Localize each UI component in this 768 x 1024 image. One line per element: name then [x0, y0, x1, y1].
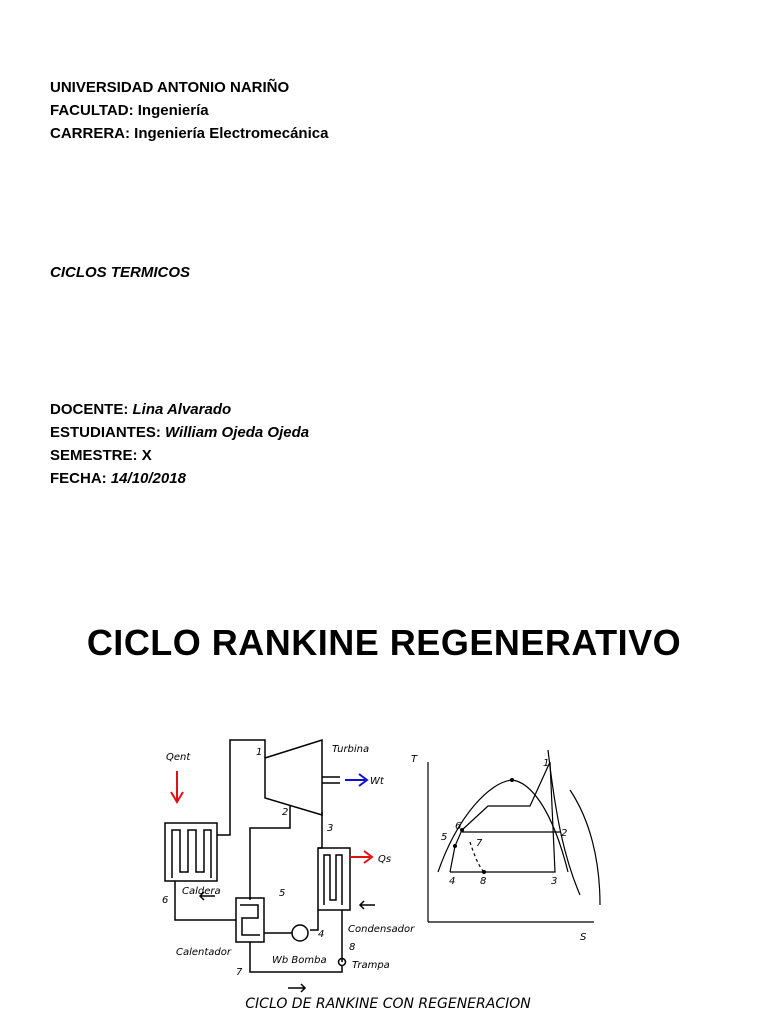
- students-label: ESTUDIANTES:: [50, 424, 161, 441]
- ts-label-2: 2: [561, 828, 568, 839]
- semester-value: X: [141, 447, 152, 464]
- flow-arrow-right-icon: [288, 984, 305, 992]
- label-caldera: Caldera: [182, 886, 221, 897]
- point-6: 6: [162, 895, 169, 906]
- career-label: CARRERA:: [50, 125, 130, 142]
- wt-arrow-icon: [345, 774, 367, 786]
- students-value: William Ojeda Ojeda: [165, 424, 310, 441]
- ts-label-s: S: [580, 932, 587, 943]
- faculty-value: Ingeniería: [137, 102, 209, 119]
- turbine: [265, 740, 322, 815]
- point-3: 3: [327, 823, 334, 834]
- label-turbina: Turbina: [332, 744, 370, 755]
- qent-arrow-icon: [171, 771, 183, 802]
- label-condensador: Condensador: [348, 924, 415, 935]
- pump: [292, 925, 308, 941]
- line-3: [318, 812, 322, 848]
- university-name: UNIVERSIDAD ANTONIO NARIÑO: [50, 79, 290, 96]
- teacher-value: Lina Alvarado: [132, 401, 232, 418]
- line-2: [250, 806, 290, 900]
- ts-critical-point: [510, 778, 514, 782]
- career-value: Ingeniería Electromecánica: [134, 125, 329, 142]
- ts-label-t: T: [411, 754, 418, 765]
- label-qent: Qent: [166, 752, 191, 763]
- cool-arrow-left-icon: [360, 901, 375, 909]
- ts-label-8: 8: [480, 876, 487, 887]
- condensador-coil: [324, 855, 342, 905]
- label-wt: Wt: [370, 776, 384, 787]
- ts-label-4: 4: [449, 876, 456, 887]
- point-1: 1: [256, 747, 263, 758]
- point-2: 2: [282, 807, 289, 818]
- ts-label-6: 6: [455, 821, 462, 832]
- date-value: 14/10/2018: [110, 470, 186, 487]
- point-5: 5: [279, 888, 286, 899]
- label-qs: Qs: [378, 854, 392, 865]
- faculty-label: FACULTAD:: [50, 102, 134, 119]
- ts-isobar-2: [570, 790, 600, 905]
- qs-arrow-icon: [350, 851, 372, 863]
- ts-label-1: 1: [543, 758, 550, 769]
- caldera-box: [165, 823, 217, 881]
- ts-point-8: [482, 870, 486, 874]
- point-7: 7: [236, 967, 243, 978]
- course-name: CICLOS TERMICOS: [50, 264, 191, 281]
- date-label: FECHA:: [50, 470, 107, 487]
- label-wb-bomba: Wb Bomba: [272, 955, 327, 966]
- point-4: 4: [318, 929, 325, 940]
- ts-label-5: 5: [441, 832, 448, 843]
- caldera-coil: [172, 830, 211, 878]
- ts-label-3: 3: [551, 876, 558, 887]
- calentador-coil: [240, 905, 260, 935]
- slide-title: CICLO RANKINE REGENERATIVO: [86, 622, 682, 663]
- point-8: 8: [349, 942, 356, 953]
- label-trampa: Trampa: [352, 960, 390, 971]
- semester-label: SEMESTRE:: [50, 447, 138, 464]
- ts-label-7: 7: [476, 838, 483, 849]
- line-4: [310, 910, 318, 930]
- figure-caption: CICLO DE RANKINE CON REGENERACION: [245, 996, 531, 1012]
- ts-point-5: [453, 844, 457, 848]
- teacher-label: DOCENTE:: [50, 401, 129, 418]
- label-calentador: Calentador: [176, 947, 232, 958]
